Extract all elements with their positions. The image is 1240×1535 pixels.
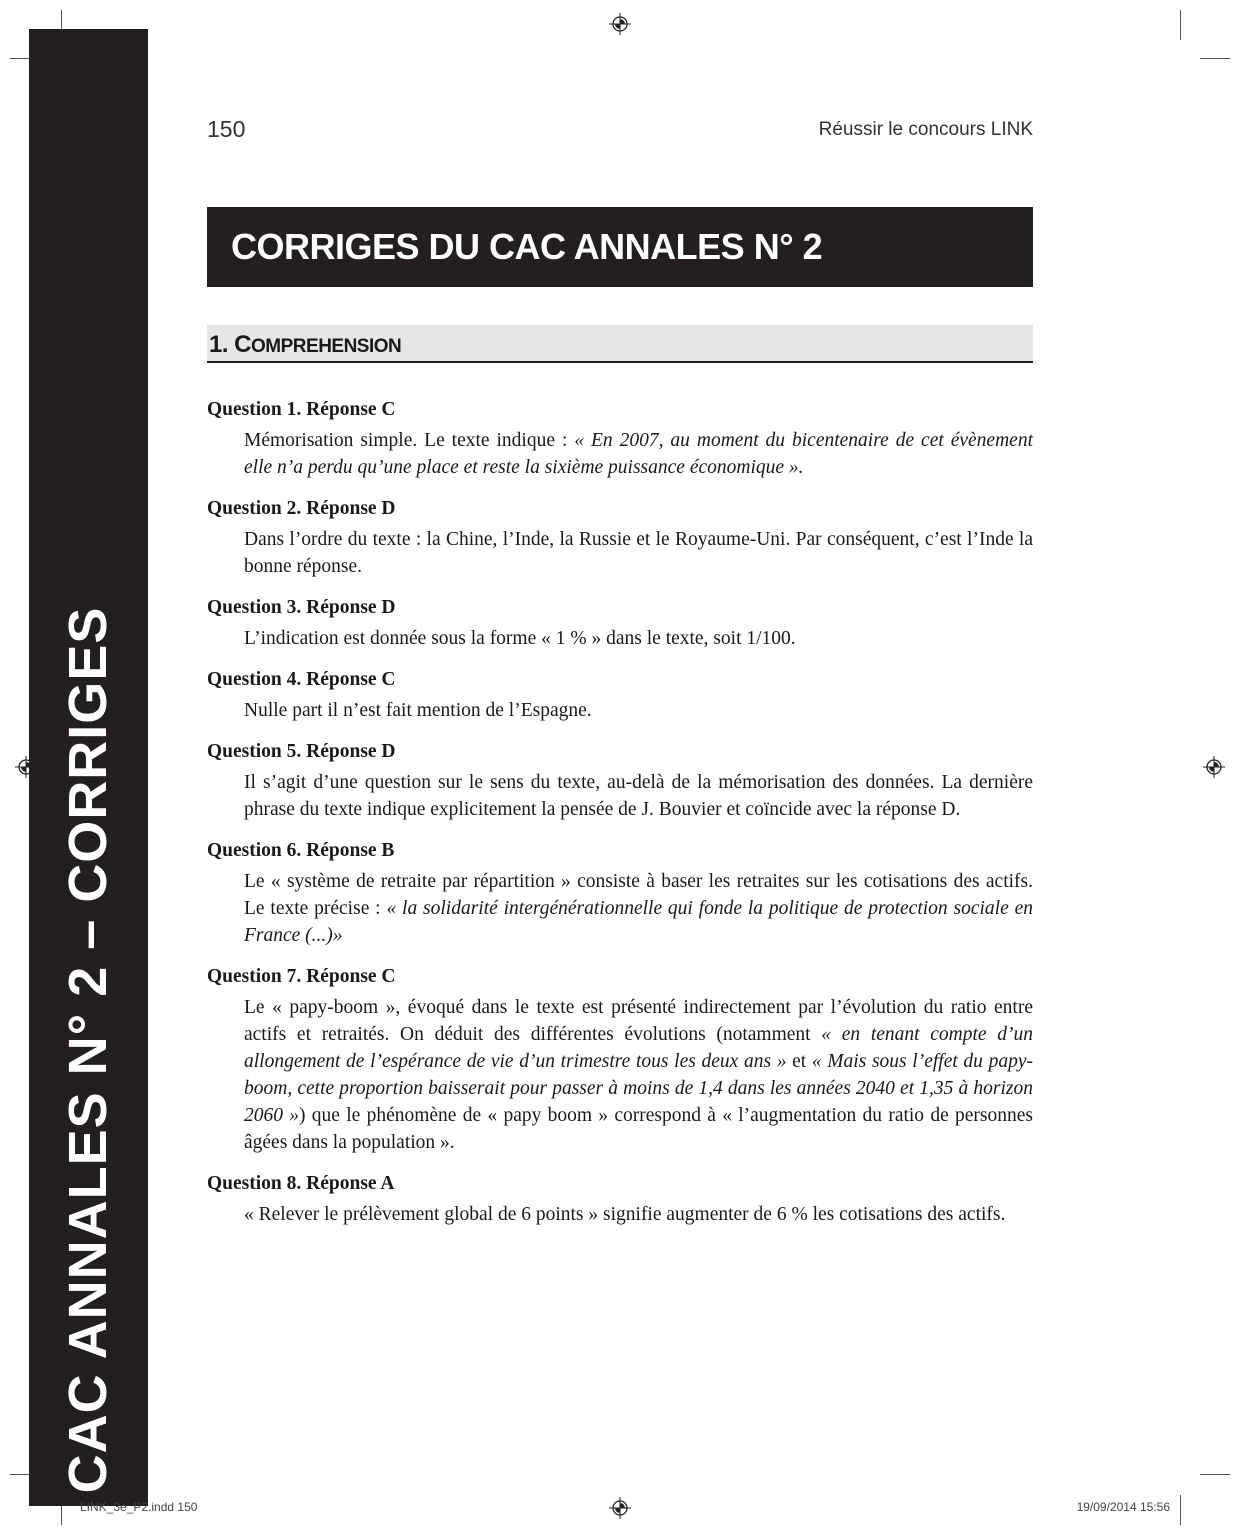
- quote-text: « en tenant compte d’un allongement de l’espérance de vie d’un trimestre tous les deux ans »: [244, 1024, 1034, 1072]
- question-title: Question 7. Réponse C: [207, 966, 396, 987]
- answer-text: et: [786, 1051, 812, 1072]
- question-title: Question 6. Réponse B: [207, 840, 395, 861]
- question-block: [207, 738, 1033, 823]
- page-number: 150: [207, 116, 246, 142]
- section-heading-number: 1. C: [209, 331, 252, 358]
- question-block: [207, 666, 1033, 724]
- crop-mark: [1200, 58, 1230, 59]
- answer-text: Dans l’ordre du texte : la Chine, l’Inde, la Russie et le Royaume-Uni. Par conséquent, c’est l’Inde la bonne réponse.: [244, 529, 1033, 577]
- quote-text: « Mais sous l’effet du papy-boom, cette proportion baisserait pour passer à moins de 1,4 dans les années 2040 et 1,35 à horizon 2060 »: [244, 1051, 1034, 1126]
- answer-text: Le « système de retraite par répartition » consiste à baser les retraites sur les cotisations des actifs. Le texte précise :: [244, 871, 1033, 919]
- crop-mark: [1200, 1474, 1230, 1475]
- question-title: Question 1. Réponse C: [207, 399, 396, 420]
- question-title: Question 5. Réponse D: [207, 741, 396, 762]
- quote-text: « la solidarité intergénérationnelle qui fonde la politique de protection sociale en France (...)»: [244, 898, 1033, 946]
- question-answer: [244, 697, 1033, 724]
- question-title: Question 2. Réponse D: [207, 498, 396, 519]
- registration-mark-icon: [609, 13, 631, 35]
- answer-text: Il s’agit d’une question sur le sens du texte, au-delà de la mémorisation des données. La dernière phrase du texte indique explicitement la pensée de J. Bouvier et coïncide avec la réponse D.: [244, 772, 1033, 820]
- question-answer: [244, 994, 1033, 1156]
- answer-text: ) que le phénomène de « papy boom » correspond à « l’augmentation du ratio de personnes âgées dans la population ».: [244, 1105, 1033, 1153]
- question-block: [207, 837, 1033, 949]
- quote-text: « En 2007, au moment du bicentenaire de cet évènement elle n’a perdu qu’une place et reste la sixième puissance économique ».: [244, 430, 1033, 478]
- question-title: Question 8. Réponse A: [207, 1173, 395, 1194]
- registration-mark-icon: [609, 1497, 631, 1519]
- question-block: [207, 1170, 1033, 1228]
- answer-text: Le « papy-boom », évoqué dans le texte est présenté indirectement par l’évolution du ratio entre actifs et retraités. On déduit des différentes évolutions (notamment: [244, 997, 1033, 1045]
- question-title: Question 4. Réponse C: [207, 669, 396, 690]
- question-answer: [244, 625, 1033, 652]
- question-answer: [244, 1201, 1033, 1228]
- running-head: [207, 116, 1033, 146]
- slug-date: 19/09/2014 15:56: [1076, 1500, 1170, 1514]
- side-tab-label: CAC ANNALES N° 2 – CORRIGES: [58, 606, 118, 1494]
- question-block: [207, 594, 1033, 652]
- page-title: CORRIGES DU CAC ANNALES N° 2: [207, 207, 1033, 287]
- answer-text: Mémorisation simple. Le texte indique :: [244, 430, 575, 451]
- slug-file: LINK_3e_P2.indd 150: [80, 1500, 198, 1514]
- answer-text: L’indication est donnée sous la forme « 1 % » dans le texte, soit 1/100.: [244, 628, 796, 649]
- book-title: Réussir le concours LINK: [818, 119, 1033, 140]
- question-answer: [244, 526, 1033, 580]
- section-heading-text: OMPREHENSION: [251, 336, 402, 357]
- registration-mark-icon: [1203, 756, 1225, 778]
- question-answer: [244, 868, 1033, 949]
- section-heading: [207, 325, 1033, 363]
- question-block: [207, 963, 1033, 1156]
- answer-text: Nulle part il n’est fait mention de l’Espagne.: [244, 700, 592, 721]
- crop-mark: [1180, 10, 1181, 40]
- question-block: [207, 495, 1033, 580]
- question-block: [207, 396, 1033, 481]
- question-answer: [244, 427, 1033, 481]
- crop-mark: [1180, 1495, 1181, 1525]
- questions-list: [207, 396, 1033, 1242]
- answer-text: « Relever le prélèvement global de 6 points » signifie augmenter de 6 % les cotisations des actifs.: [244, 1204, 1006, 1225]
- question-title: Question 3. Réponse D: [207, 597, 396, 618]
- question-answer: [244, 769, 1033, 823]
